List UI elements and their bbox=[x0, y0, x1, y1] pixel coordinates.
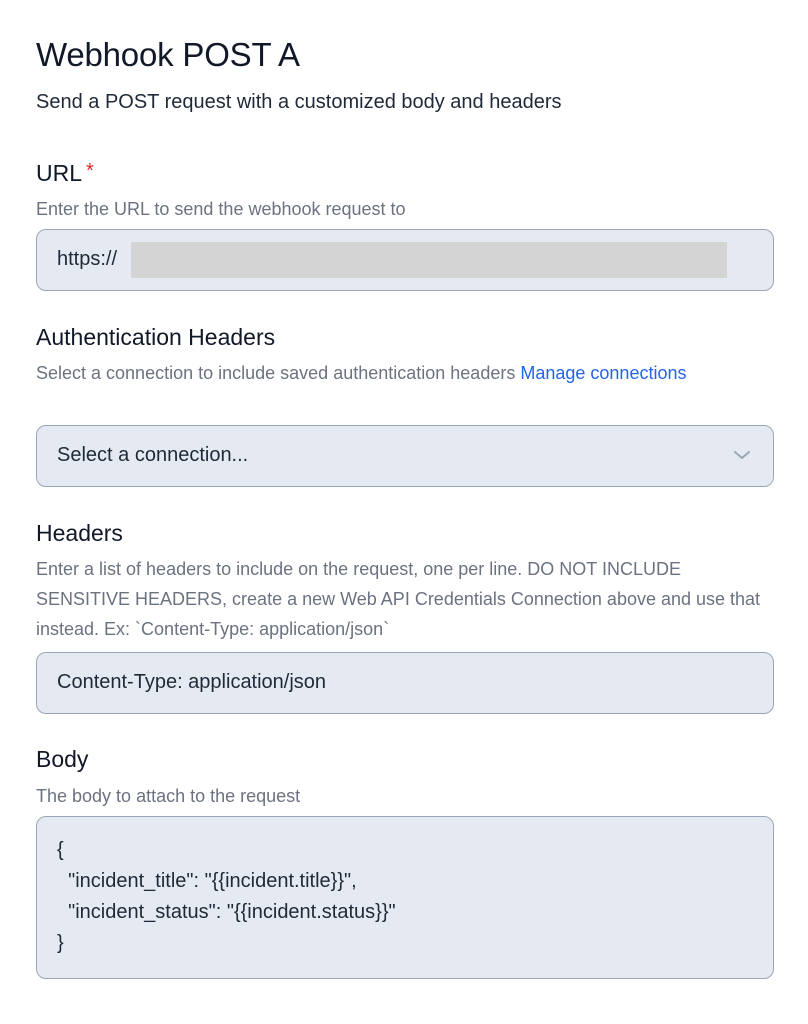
manage-connections-link[interactable]: Manage connections bbox=[520, 363, 687, 383]
body-textarea[interactable] bbox=[36, 816, 774, 979]
url-input-value: https:// bbox=[57, 248, 118, 270]
url-label-text: URL bbox=[36, 160, 83, 186]
page-title: Webhook POST A bbox=[36, 36, 300, 73]
required-indicator: * bbox=[86, 160, 94, 182]
chevron-down-icon bbox=[731, 444, 753, 466]
url-label bbox=[36, 160, 94, 187]
page-subtitle: Send a POST request with a customized body and headers bbox=[36, 91, 562, 113]
auth-help-text: Select a connection to include saved authentication headers bbox=[36, 363, 516, 383]
url-help-text: Enter the URL to send the webhook request to bbox=[36, 199, 406, 219]
headers-help-text: Enter a list of headers to include on the request, one per line. DO NOT INCLUDE SENSITIVE HEADERS, create a new Web API Credentials Connection above and use that instead. Ex: `Content-Type: application/json` bbox=[36, 559, 761, 639]
connection-select-value: Select a connection... bbox=[57, 444, 249, 466]
headers-textarea[interactable] bbox=[36, 652, 774, 714]
headers-textarea-value: Content-Type: application/json bbox=[57, 671, 327, 693]
redacted-url bbox=[131, 242, 727, 278]
headers-label: Headers bbox=[36, 520, 123, 546]
body-help-text: The body to attach to the request bbox=[36, 786, 301, 806]
body-label: Body bbox=[36, 746, 89, 772]
body-textarea-value: { "incident_title": "{{incident.title}}", "incident_status": "{{incident.status}}" } bbox=[57, 839, 396, 954]
url-input[interactable] bbox=[36, 229, 774, 291]
auth-headers-help bbox=[36, 358, 776, 388]
auth-headers-label: Authentication Headers bbox=[36, 324, 276, 350]
connection-select[interactable] bbox=[36, 425, 774, 487]
